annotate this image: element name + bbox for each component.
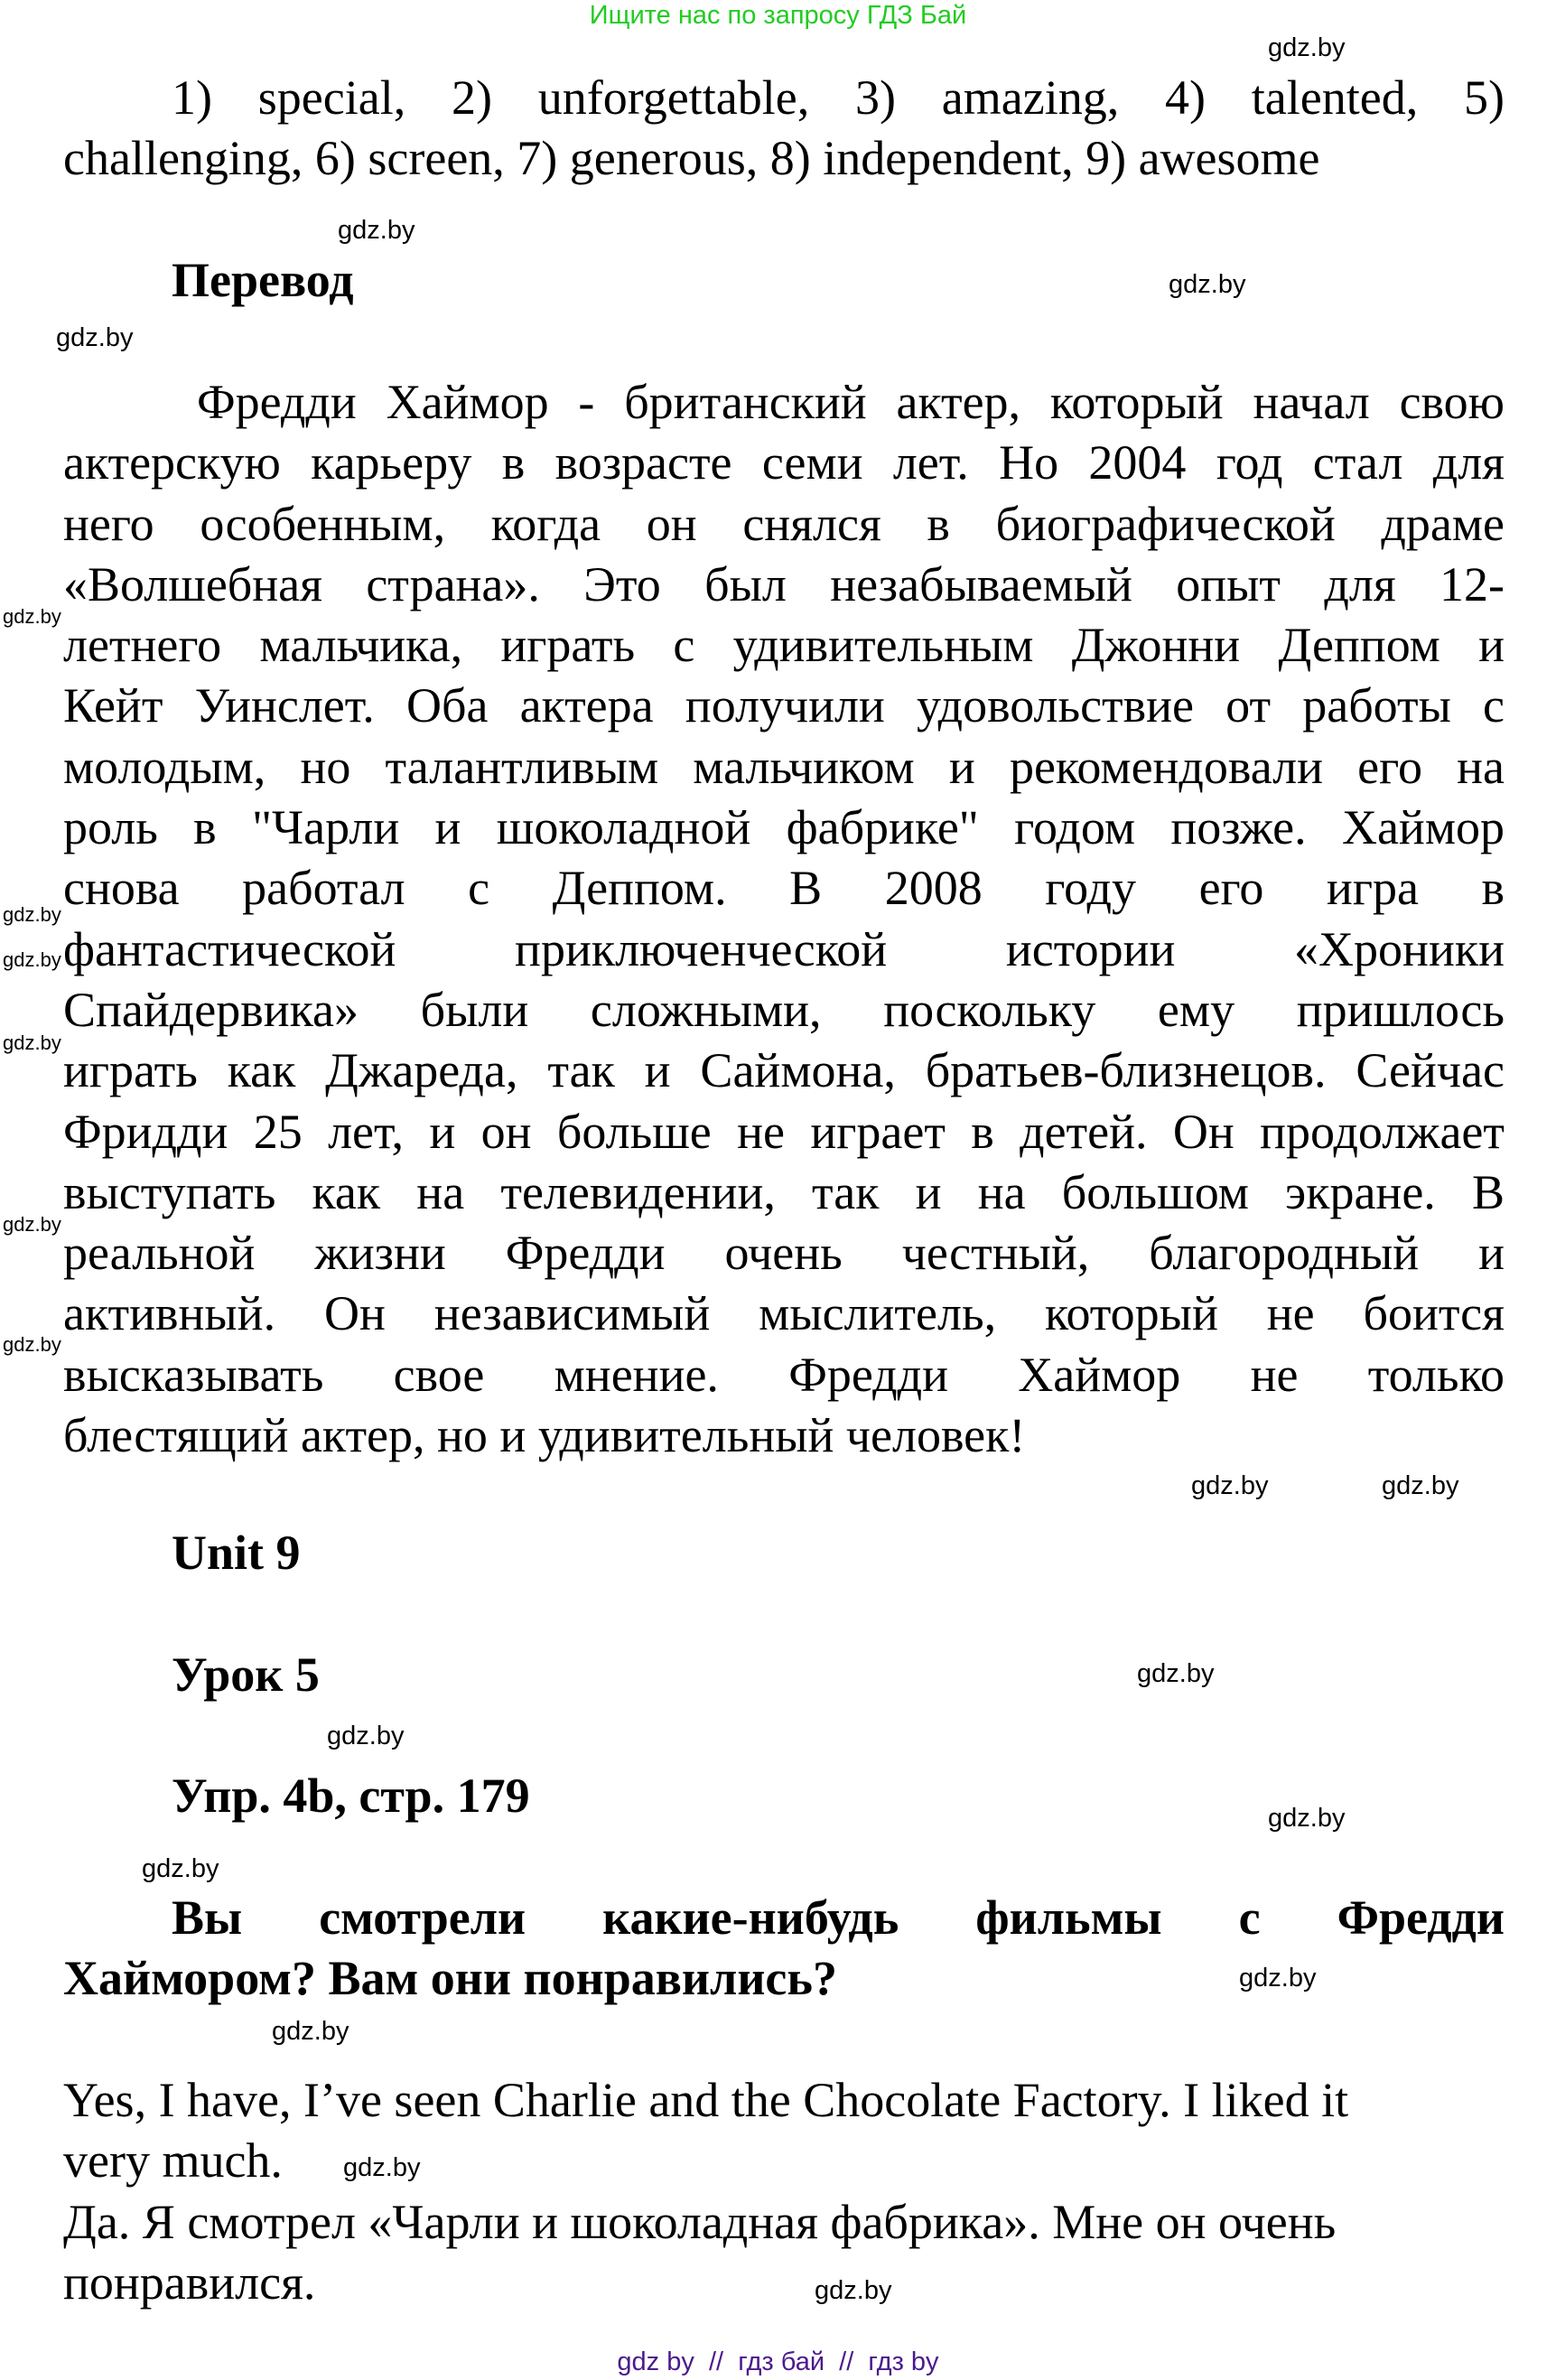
paragraph-line: летнего мальчика, играть с удивительным Джонни Деппом и [63,618,1505,673]
watermark: gdz.by [338,216,415,245]
watermark: gdz.by [3,948,61,971]
paragraph-line: играть как Джареда, так и Саймона, братьев-близнецов. Сейчас [63,1043,1505,1098]
watermark: gdz.by [3,605,61,628]
watermark: gdz.by [142,1854,219,1883]
paragraph-line: активный. Он независимый мыслитель, который не боится [63,1286,1505,1341]
paragraph-line: роль в "Чарли и шоколадной фабрике" годом позже. Хаймор [63,800,1505,855]
watermark: gdz.by [3,1031,61,1054]
unit-heading: Unit 9 [172,1526,301,1580]
paragraph-line: снова работал с Деппом. В 2008 году его игра в [63,861,1505,916]
watermark: gdz.by [3,1333,61,1356]
footer-links[interactable]: gdz by // гдз бай // гдз by [617,2347,939,2376]
watermark: gdz.by [327,1722,405,1750]
answer-line: very much. [63,2133,283,2189]
paragraph-line: «Волшебная страна». Это был незабываемый опыт для 12- [63,556,1505,611]
paragraph-line: Фредди Хаймор - британский актер, который начал свою [197,375,1505,429]
lesson-heading: Урок 5 [172,1647,320,1702]
paragraph-line: актерскую карьеру в возрасте семи лет. Но 2004 год стал для [63,435,1505,490]
paragraph-line: блестящий актер, но и удивительный человек! [63,1408,1026,1463]
watermark: gdz.by [1268,33,1346,62]
watermark: gdz.by [343,2153,421,2182]
answer-russian [63,2192,1505,2314]
paragraph-line: него особенным, когда он снялся в биографической драме [63,496,1505,551]
answer-line: Да. Я смотрел «Чарли и шоколадная фабрика». Мне он очень [63,2195,1337,2249]
watermark: gdz.by [1239,1964,1317,1993]
translation-heading: Перевод [172,253,354,307]
watermark: gdz.by [1191,1471,1269,1500]
paragraph-line: Кейт Уинслет. Оба актера получили удовольствие от работы с [63,678,1505,733]
exercise-heading: Упр. 4b, стр. 179 [172,1769,530,1823]
watermark: gdz.by [1382,1471,1459,1500]
watermark: gdz.by [3,903,61,926]
paragraph-line: реальной жизни Фредди очень честный, благородный и [63,1226,1505,1281]
paragraph-line: выступать как на телевидении, так и на большом экране. В [63,1164,1505,1219]
answer-english [63,2070,1505,2192]
answers-block [63,68,1505,190]
watermark: gdz.by [815,2276,892,2305]
watermark: gdz.by [272,2017,349,2046]
question-line: Хаймором? Вам они понравились? [63,1951,837,2006]
answers-line: challenging, 6) screen, 7) generous, 8) independent, 9) awesome [63,131,1320,186]
watermark: gdz.by [56,323,134,352]
answer-line: понравился. [63,2255,316,2310]
answer-line: Yes, I have, I’ve seen Charlie and the Chocolate Factory. I liked it [63,2073,1349,2127]
watermark: gdz.by [1137,1659,1215,1688]
paragraph-line: молодым, но талантливым мальчиком и рекомендовали его на [63,739,1505,794]
paragraph-line: Спайдервика» были сложными, поскольку ему пришлось [63,982,1505,1037]
watermark: gdz.by [1169,270,1246,299]
watermark: gdz.by [3,1213,61,1236]
search-banner: Ищите нас по запросу ГДЗ Бай [589,1,967,30]
translation-paragraph [63,372,1505,1466]
paragraph-line: высказывать свое мнение. Фредди Хаймор не только [63,1347,1505,1402]
question-line: Вы смотрели какие-нибудь фильмы с Фредди [172,1890,1505,1945]
answers-line: 1) special, 2) unforgettable, 3) amazing, 4) talented, 5) [172,70,1505,125]
paragraph-line: Фридди 25 лет, и он больше не играет в детей. Он продолжает [63,1104,1505,1159]
paragraph-line: фантастической приключенческой истории «Хроники [63,921,1505,976]
watermark: gdz.by [1268,1804,1346,1833]
